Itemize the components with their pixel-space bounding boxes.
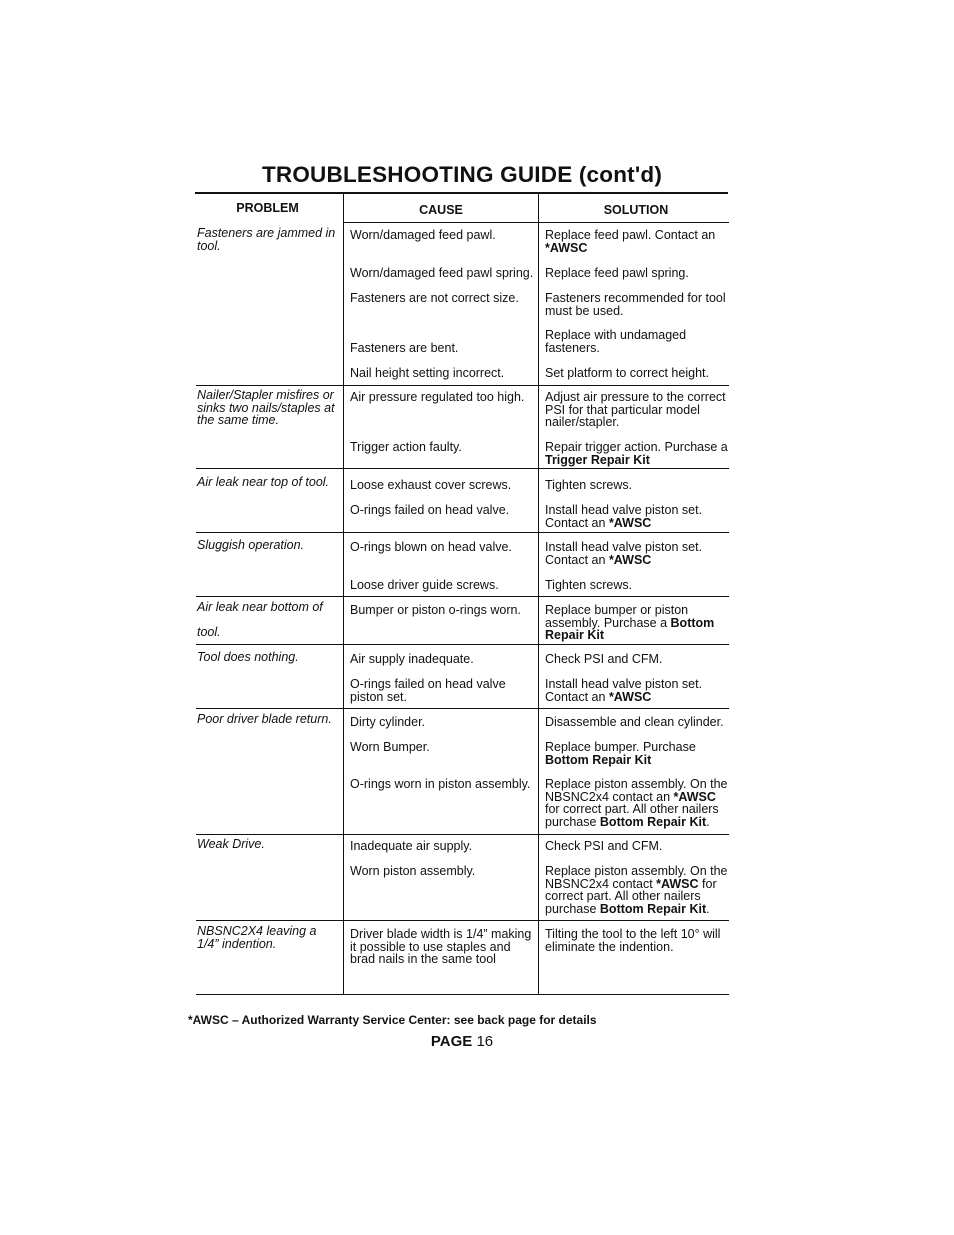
- problem-cell: tool.: [197, 625, 221, 639]
- header-problem: PROBLEM: [236, 201, 299, 215]
- problem-cell: Tool does nothing.: [197, 650, 299, 664]
- solution-cell: Tilting the tool to the left 10° will eliminate the indention.: [545, 927, 721, 954]
- cause-cell: Trigger action faulty.: [350, 440, 462, 454]
- solution-cell: Fasteners recommended for tool must be used.: [545, 291, 726, 318]
- row-rule: [196, 596, 729, 597]
- footnote: *AWSC – Authorized Warranty Service Center: see back page for details: [188, 1013, 597, 1027]
- solution-cell: Install head valve piston set. Contact an *AWSC: [545, 503, 703, 530]
- page-number: [196, 1033, 728, 1050]
- cause-cell: Fasteners are bent.: [350, 341, 459, 355]
- row-rule: [196, 920, 729, 921]
- cause-cell: Worn/damaged feed pawl spring.: [350, 266, 534, 280]
- header-solution: SOLUTION: [603, 203, 669, 217]
- solution-cell: Install head valve piston set. Contact an *AWSC: [545, 677, 703, 704]
- solution-cell: Set platform to correct height.: [545, 366, 709, 380]
- solution-cell: Replace with undamaged fasteners.: [545, 328, 687, 355]
- cause-cell: Worn/damaged feed pawl.: [350, 228, 496, 242]
- cause-cell: Air pressure regulated too high.: [350, 390, 525, 404]
- cause-cell: Nail height setting incorrect.: [350, 366, 505, 380]
- cause-cell: Loose exhaust cover screws.: [350, 478, 512, 492]
- header-cause: CAUSE: [419, 203, 463, 217]
- cause-cell: Worn piston assembly.: [350, 864, 476, 878]
- page-label: PAGE: [430, 1033, 473, 1050]
- cause-cell: O-rings blown on head valve.: [350, 540, 512, 554]
- solution-cell: Install head valve piston set. Contact an *AWSC: [545, 540, 703, 567]
- solution-cell: Tighten screws.: [545, 478, 633, 492]
- cause-cell: Inadequate air supply.: [350, 839, 473, 853]
- title-rule: [195, 192, 728, 194]
- cause-cell: Dirty cylinder.: [350, 715, 426, 729]
- cause-cell: Loose driver guide screws.: [350, 578, 499, 592]
- problem-cell: NBSNC2X4 leaving a 1/4” indention.: [197, 924, 317, 951]
- row-rule: [196, 385, 729, 386]
- solution-cell: Adjust air pressure to the correct PSI for that particular model nailer/stapler.: [545, 390, 726, 430]
- solution-cell: Replace piston assembly. On the NBSNC2x4 contact *AWSC for correct part. All other nailers purchase Bottom Repair Kit.: [545, 864, 728, 916]
- cause-cell: Bumper or piston o-rings worn.: [350, 603, 521, 617]
- cause-cell: Air supply inadequate.: [350, 652, 474, 666]
- solution-cell: Disassemble and clean cylinder.: [545, 715, 724, 729]
- problem-cell: Poor driver blade return.: [197, 712, 332, 726]
- row-rule: [196, 708, 729, 709]
- column-divider-1: [343, 194, 344, 995]
- problem-cell: Fasteners are jammed in tool.: [197, 226, 336, 253]
- row-rule: [196, 834, 729, 835]
- problem-cell: Air leak near top of tool.: [197, 475, 330, 489]
- solution-cell: Replace piston assembly. On the NBSNC2x4 contact an *AWSC for correct part. All other nailers purchase Bottom Repair Kit.: [545, 777, 728, 829]
- cause-cell: Driver blade width is 1/4” making it possible to use staples and brad nails in the same tool: [350, 927, 532, 967]
- row-rule: [196, 532, 729, 533]
- row-rule: [196, 644, 729, 645]
- column-divider-2: [538, 194, 539, 995]
- solution-cell: Repair trigger action. Purchase a Trigger Repair Kit: [545, 440, 728, 467]
- solution-cell: Tighten screws.: [545, 578, 633, 592]
- table-bottom-rule: [196, 994, 729, 995]
- cause-cell: Worn Bumper.: [350, 740, 430, 754]
- solution-cell: Check PSI and CFM.: [545, 652, 663, 666]
- problem-cell: Sluggish operation.: [197, 538, 305, 552]
- cause-cell: O-rings worn in piston assembly.: [350, 777, 531, 791]
- header-rule: [343, 222, 729, 223]
- solution-cell: Replace feed pawl spring.: [545, 266, 689, 280]
- problem-cell: Nailer/Stapler misfires or sinks two nails/staples at the same time.: [197, 388, 335, 428]
- solution-cell: Replace feed pawl. Contact an *AWSC: [545, 228, 716, 255]
- problem-cell: Air leak near bottom of: [197, 600, 323, 614]
- page-value: 16: [476, 1033, 494, 1050]
- cause-cell: O-rings failed on head valve piston set.: [350, 677, 506, 704]
- cause-cell: Fasteners are not correct size.: [350, 291, 519, 305]
- solution-cell: Replace bumper. Purchase Bottom Repair Kit: [545, 740, 696, 767]
- row-rule: [196, 468, 729, 469]
- cause-cell: O-rings failed on head valve.: [350, 503, 510, 517]
- solution-cell: Replace bumper or piston assembly. Purchase a Bottom Repair Kit: [545, 603, 715, 643]
- problem-cell: Weak Drive.: [197, 837, 265, 851]
- solution-cell: Check PSI and CFM.: [545, 839, 663, 853]
- page-title: TROUBLESHOOTING GUIDE (cont'd): [261, 162, 663, 187]
